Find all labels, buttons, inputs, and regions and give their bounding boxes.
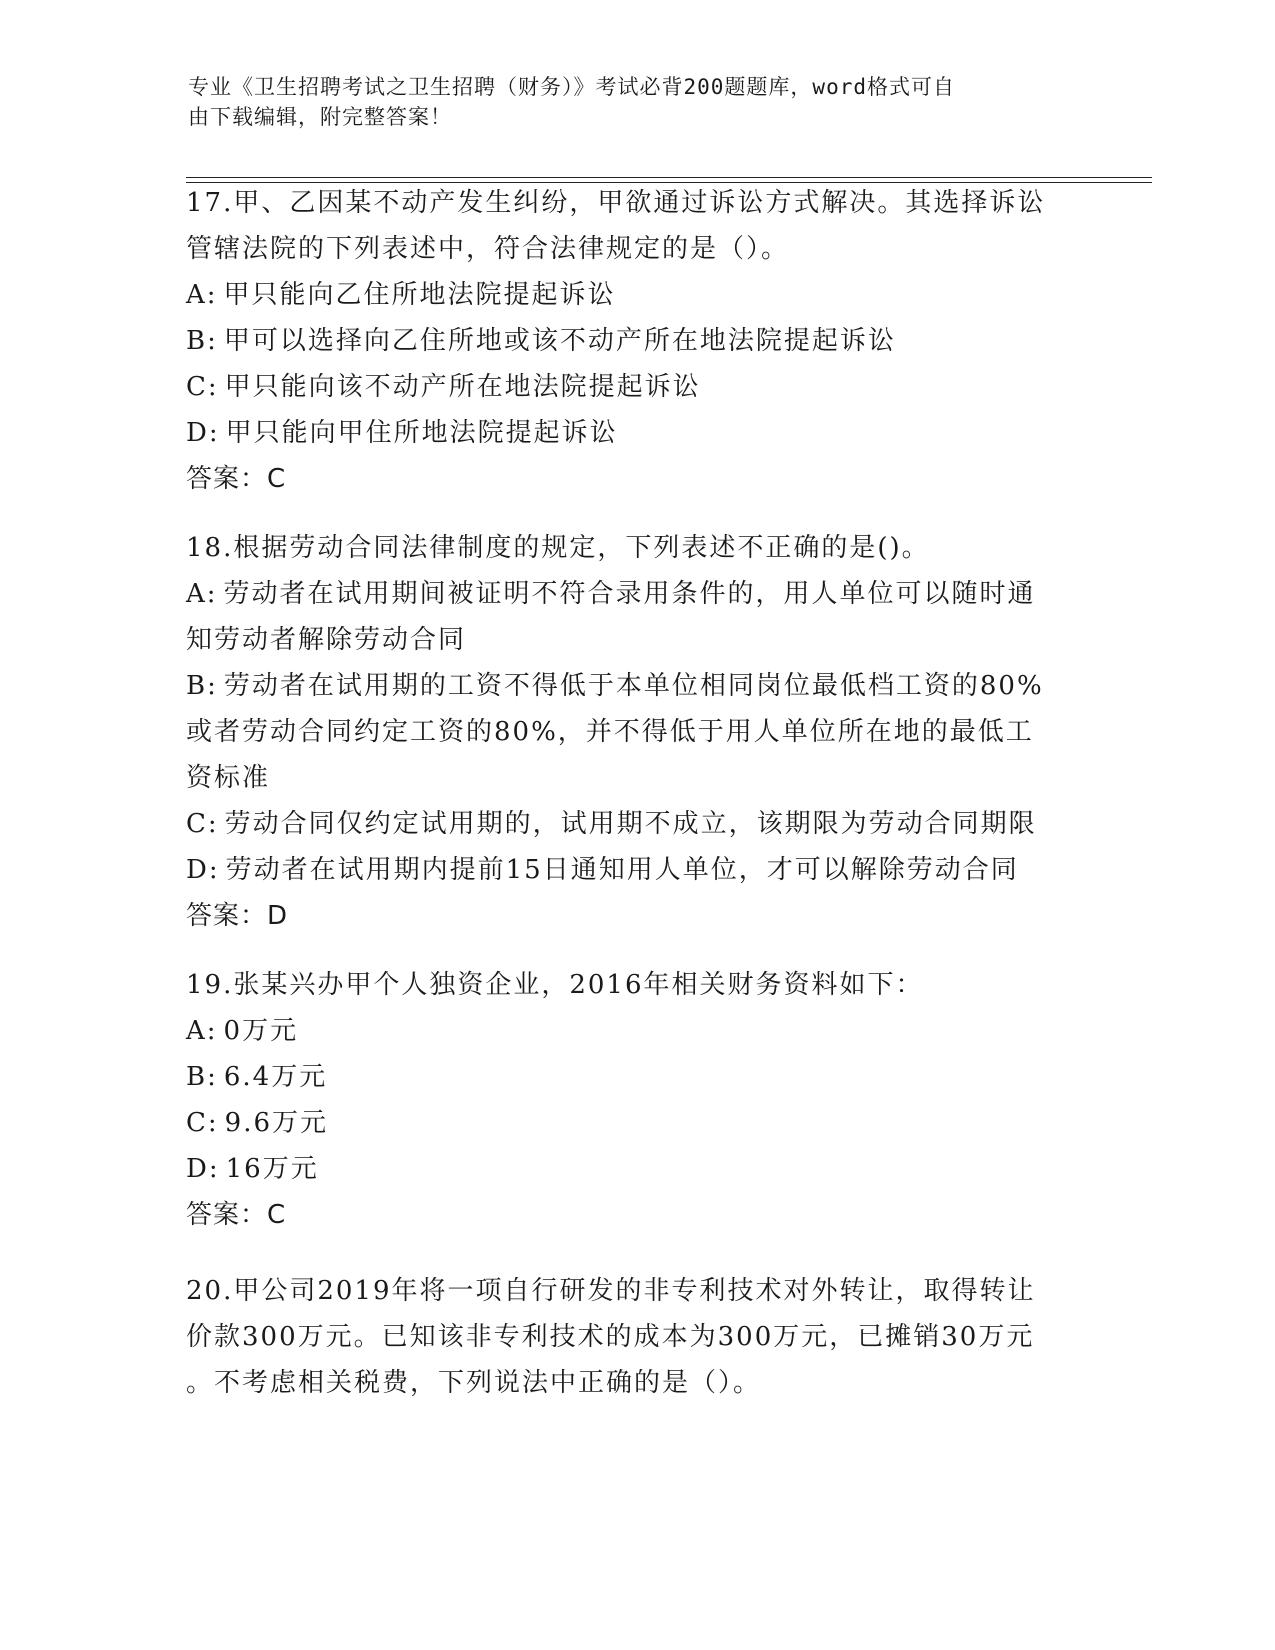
question-stem-line: 价款300万元。已知该非专利技术的成本为300万元，已摊销30万元 (186, 1322, 1035, 1352)
option-letter: D: (186, 418, 220, 448)
answer-line: 答案：C (186, 1200, 287, 1230)
option-text: 劳动合同仅约定试用期的，试用期不成立，该期限为劳动合同期限 (224, 809, 1037, 839)
option-text: 甲可以选择向乙住所地或该不动产所在地法院提起诉讼 (223, 326, 896, 356)
option-text: 6.4万元 (223, 1062, 328, 1092)
option-b-continued: 资标准 (186, 763, 271, 793)
header-line-1: 专业《卫生招聘考试之卫生招聘（财务）》考试必背200题题库，word格式可自 (188, 75, 955, 99)
option-text: 劳动者在试用期的工资不得低于本单位相同岗位最低档工资的80% (223, 671, 1044, 701)
option-letter: A: (186, 579, 218, 609)
option-c (186, 801, 1086, 847)
option-letter: B: (186, 326, 218, 356)
question-18 (186, 525, 1086, 939)
option-d (186, 847, 1086, 893)
option-d (186, 1146, 1086, 1192)
option-letter: B: (186, 1062, 218, 1092)
option-a (186, 1008, 1086, 1054)
question-17 (186, 180, 1086, 502)
option-b (186, 663, 1086, 709)
option-b (186, 318, 1086, 364)
question-stem-line: 。不考虑相关税费，下列说法中正确的是（）。 (186, 1368, 762, 1398)
option-letter: C: (186, 372, 219, 402)
answer-line: 答案：C (186, 464, 287, 494)
option-text: 劳动者在试用期间被证明不符合录用条件的，用人单位可以随时通 (223, 579, 1036, 609)
option-letter: C: (186, 1108, 219, 1138)
header-line-2: 由下载编辑，附完整答案！ (188, 105, 452, 129)
option-text: 甲只能向甲住所地法院提起诉讼 (225, 418, 618, 448)
option-c (186, 364, 1086, 410)
question-20 (186, 1268, 1086, 1406)
option-a (186, 272, 1086, 318)
option-letter: C: (186, 809, 219, 839)
header-divider-top (186, 177, 1152, 178)
question-stem-line: 管辖法院的下列表述中，符合法律规定的是（）。 (186, 234, 790, 264)
answer-line: 答案：D (186, 901, 289, 931)
option-letter: A: (186, 1016, 218, 1046)
option-letter: B: (186, 671, 218, 701)
option-text: 9.6万元 (224, 1108, 329, 1138)
option-text: 甲只能向乙住所地法院提起诉讼 (223, 280, 616, 310)
question-stem-line: 17.甲、乙因某不动产发生纠纷，甲欲通过诉讼方式解决。其选择诉讼 (186, 188, 1046, 218)
question-19 (186, 962, 1086, 1238)
document-header (188, 72, 1068, 132)
question-stem-line: 20.甲公司2019年将一项自行研发的非专利技术对外转让，取得转让 (186, 1276, 1036, 1306)
option-letter: A: (186, 280, 218, 310)
option-text: 劳动者在试用期内提前15日通知用人单位，才可以解除劳动合同 (225, 855, 1019, 885)
question-stem-line: 18.根据劳动合同法律制度的规定，下列表述不正确的是()。 (186, 533, 930, 563)
option-b-continued: 或者劳动合同约定工资的80%，并不得低于用人单位所在地的最低工 (186, 717, 1034, 747)
option-b (186, 1054, 1086, 1100)
option-d (186, 410, 1086, 456)
question-stem-line: 19.张某兴办甲个人独资企业，2016年相关财务资料如下： (186, 970, 924, 1000)
option-text: 16万元 (225, 1154, 319, 1184)
option-letter: D: (186, 1154, 220, 1184)
option-text: 0万元 (223, 1016, 299, 1046)
option-letter: D: (186, 855, 220, 885)
option-c (186, 1100, 1086, 1146)
option-a (186, 571, 1086, 617)
option-text: 甲只能向该不动产所在地法院提起诉讼 (224, 372, 701, 402)
option-a-continued: 知劳动者解除劳动合同 (186, 625, 467, 655)
